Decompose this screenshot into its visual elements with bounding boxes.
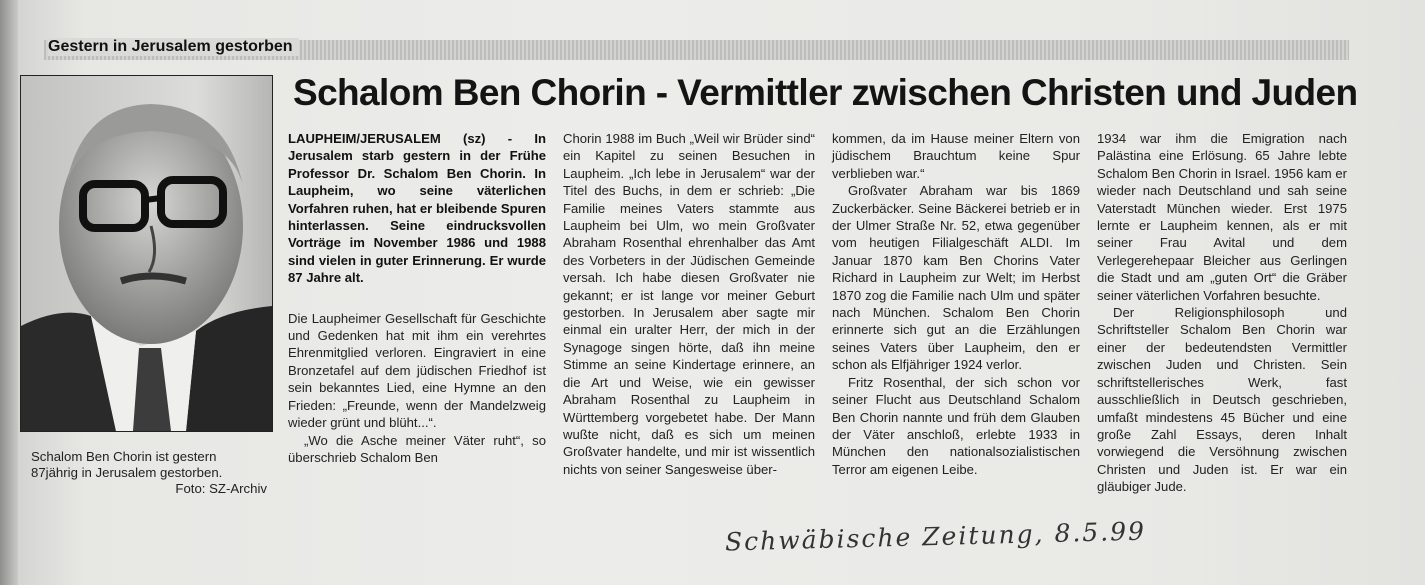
article-column-2 xyxy=(563,130,815,478)
paragraph: Chorin 1988 im Buch „Weil wir Brüder sind“ ein Kapitel zu seinen Besuchen in Laupheim. „Ich lebe in Jerusalem“ war der Titel des Buchs, in dem er schrieb: „Die Familie meines Vaters stammte aus Laupheim bei Ulm, wo mein Großvater Abraham Rosenthal ehrenhalber das Amt des Vorbeters in der Jüdischen Gemeinde versah. Ich habe diesen Großvater nie gekannt; er ist lange vor meiner Geburt gestorben. In Jerusalem aber sagte mir einmal ein uralter Herr, der mich in der Synagoge singen hörte, daß ihn meine Stimme an seine Kindertage erinnere, an die Art und Weise, wie ein gewisser Abraham Rosenthal zu Laupheim in Württemberg vorgebetet habe. Der Mann wußte nicht, daß es sich um meinen Großvater handelte, und mir ist wissentlich nichts von seiner Sangesweise über- xyxy=(563,131,815,477)
handwritten-source-note: Schwäbische Zeitung, 8.5.99 xyxy=(724,516,1147,557)
paragraph: Der Religionsphilosoph und Schriftsteller Schalom Ben Chorin war einer der bedeutendsten Vermittler zwischen Juden und Christen. Sein schriftstellerisches Werk, fast ausschließlich in Deutsch geschrieben, umfaßt mindestens 45 Bücher und eine große Zahl Essays, deren Inhalt vorwiegend die Versöhnung zwischen Christen und Juden ist. Er war ein gläubiger Jude. xyxy=(1097,305,1347,495)
portrait-photo xyxy=(20,75,273,432)
paragraph: Die Laupheimer Gesellschaft für Geschichte und Gedenken hat mit ihm ein verehrtes Ehrenmitglied verloren. Eingraviert in eine Bronzetafel auf dem jüdischen Friedhof ist sein bekanntes Lied, eine Hymne an den Frieden: „Freunde, wenn der Mandelzweig wieder grünt und blüht...“. xyxy=(288,310,546,431)
photo-credit: Foto: SZ-Archiv xyxy=(175,481,267,496)
caption-line-1: Schalom Ben Chorin ist gestern xyxy=(31,449,217,464)
article-column-3 xyxy=(832,130,1080,478)
paragraph: kommen, da im Hause meiner Eltern von jüdischem Brauchtum keine Spur verblieben war.“ xyxy=(832,131,1080,181)
article-lead: LAUPHEIM/JERUSALEM (sz) - In Jerusalem starb gestern in der Frühe Professor Dr. Schalom Ben Chorin. In Laupheim, wo seine väterlichen Vorfahren ruhen, hat er bleibende Spuren hinterlassen. Seine eindrucksvollen Vorträge im November 1986 und 1988 sind vielen in guter Erinnerung. Er wurde 87 Jahre alt. xyxy=(288,131,546,286)
kicker: Gestern in Jerusalem gestorben xyxy=(48,38,299,56)
article-column-4 xyxy=(1097,130,1347,496)
portrait-illustration xyxy=(21,76,272,431)
paragraph: 1934 war ihm die Emigration nach Palästina eine Erlösung. 65 Jahre lebte Schalom Ben Chorin in Israel. 1956 kam er wieder nach Deutschland und sah seine Vaterstadt München wieder. Erst 1975 lernte er Laupheim kennen, als er mit seiner Frau Avital und dem Verlegerehepaar Bleicher aus Gerlingen die Stadt und am „guten Ort“ die Gräber seiner väterlichen Vorfahren besuchte. xyxy=(1097,131,1347,303)
page-edge-shadow xyxy=(0,0,18,585)
paragraph: Fritz Rosenthal, der sich schon vor seiner Flucht aus Deutschland Schalom Ben Chorin nannte und früh dem Glauben der Väter anschloß, erlebte 1933 in München den nationalsozialistischen Terror am eigenen Leibe. xyxy=(832,374,1080,477)
caption-line-2: 87jährig in Jerusalem gestorben. xyxy=(31,465,223,480)
paragraph: Großvater Abraham war bis 1869 Zuckerbäcker. Seine Bäckerei betrieb er in der Ulmer Straße Nr. 52, etwa gegenüber vom heutigen Filialgeschäft ALDI. Im Januar 1870 kam Ben Chorins Vater Richard in Laupheim zur Welt; im Herbst 1870 zog die Familie nach Ulm und später nach München. Schalom Ben Chorin erinnerte sich gut an die Erzählungen seines Vaters über Laupheim, den er schon als Elfjähriger 1924 verlor. xyxy=(832,183,1080,373)
article-column-1 xyxy=(288,130,546,466)
photo-caption xyxy=(31,449,267,497)
headline: Schalom Ben Chorin - Vermittler zwischen Christen und Juden xyxy=(293,72,1358,113)
paragraph: „Wo die Asche meiner Väter ruht“, so überschrieb Schalom Ben xyxy=(288,432,546,465)
